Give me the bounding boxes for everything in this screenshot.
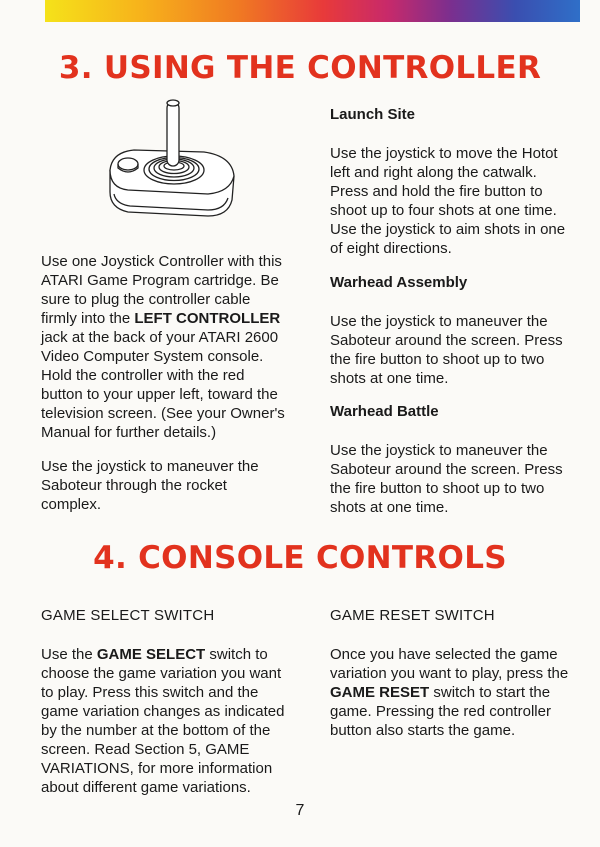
game-select-text: Use the GAME SELECT switch to choose the game variation you want to play. Press this switch and the game variation changes as indicated by the number at the bottom of the screen. Read Section 5, GAME VARIATIONS, for more information about different game variations.	[41, 646, 285, 796]
warhead-assembly-heading: Warhead Assembly	[330, 274, 468, 291]
warhead-battle-text: Use the joystick to maneuver the Saboteur around the screen. Press the fire button to shoot up to two shots at one time.	[330, 442, 563, 516]
warhead-battle-section	[330, 402, 590, 517]
game-select-section	[41, 606, 316, 797]
launch-site-heading: Launch Site	[330, 106, 416, 123]
rainbow-banner	[45, 0, 580, 22]
game-reset-heading: GAME RESET SWITCH	[330, 607, 495, 624]
launch-site-text: Use the joystick to move the Hotot left and right along the catwalk. Press and hold the fire button to shoot up to four shots at one time. Use the joystick to aim shots in one of eight directions.	[330, 145, 566, 257]
maneuver-paragraph: Use the joystick to maneuver the Saboteur through the rocket complex.	[41, 458, 259, 513]
game-select-heading: GAME SELECT SWITCH	[41, 607, 215, 624]
warhead-assembly-text: Use the joystick to maneuver the Saboteur around the screen. Press the fire button to shoot up to two shots at one time.	[330, 313, 563, 387]
warhead-assembly-section	[330, 273, 590, 388]
warhead-battle-heading: Warhead Battle	[330, 403, 439, 420]
game-reset-section	[330, 606, 592, 740]
game-reset-text: Once you have selected the game variation you want to play, press the GAME RESET switch to start the game. Pressing the red controller button also starts the game.	[330, 646, 569, 739]
intro-paragraph: Use one Joystick Controller with this ATARI Game Program cartridge. Be sure to plug the controller cable firmly into the LEFT CONTROLLER jack at the back of your ATARI 2600 Video Computer System console. Hold the controller with the red button to your upper left, toward the television screen. (See your Owner's Manual for further details.)	[41, 253, 285, 441]
launch-site-section	[330, 105, 590, 258]
joystick-illustration	[104, 96, 240, 224]
section-4-title: 4. CONSOLE CONTROLS	[93, 540, 507, 576]
section-3-title: 3. USING THE CONTROLLER	[58, 50, 542, 86]
page-number: 7	[295, 802, 305, 819]
